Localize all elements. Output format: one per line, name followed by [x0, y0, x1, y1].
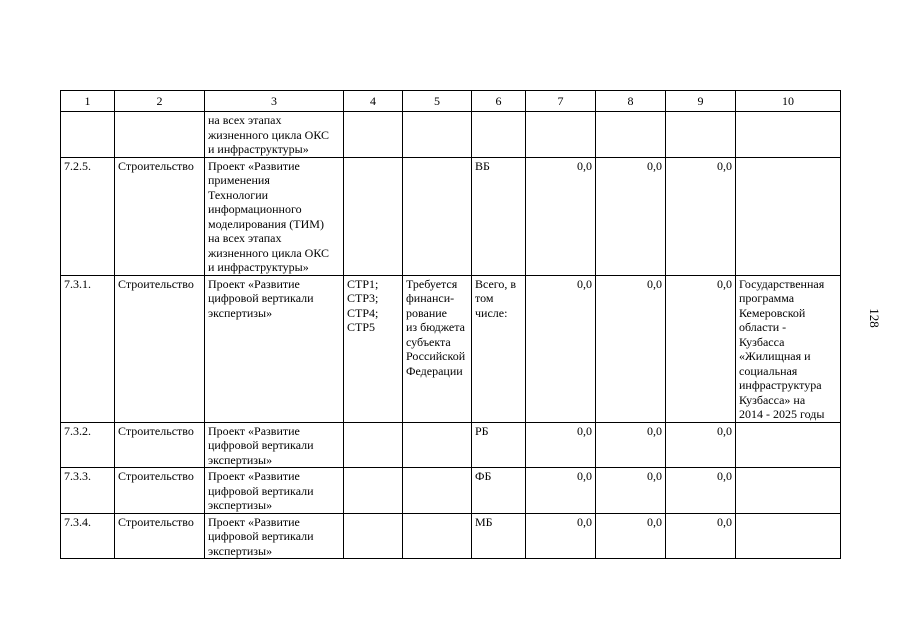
value-col-7-cell: 0,0 [526, 422, 596, 468]
indicator-code-cell [344, 422, 403, 468]
project-name-cell: Проект «Развитие цифровой вертикали экспертизы» [205, 468, 344, 514]
indicator-code-cell [344, 468, 403, 514]
value-col-9-cell: 0,0 [666, 513, 736, 559]
budget-source-cell: МБ [472, 513, 526, 559]
row-number-cell: 7.3.1. [61, 275, 115, 422]
value-col-8-cell: 0,0 [596, 468, 666, 514]
program-name-cell [736, 422, 841, 468]
row-number-cell [61, 112, 115, 158]
project-name-cell: Проект «Развитие применения Технологии информационного моделирования (ТИМ) на всех этапах жизненного цикла ОКС и инфраструктуры» [205, 157, 344, 275]
col-header-3: 3 [205, 91, 344, 112]
project-name-cell: Проект «Развитие цифровой вертикали экспертизы» [205, 275, 344, 422]
value-col-9-cell: 0,0 [666, 468, 736, 514]
table-row [61, 468, 841, 514]
indicator-code-cell [344, 157, 403, 275]
value-col-8-cell [596, 112, 666, 158]
financing-note-cell [403, 513, 472, 559]
program-name-cell [736, 513, 841, 559]
row-number-cell: 7.2.5. [61, 157, 115, 275]
row-number-cell: 7.3.2. [61, 422, 115, 468]
sphere-cell: Строительство [115, 422, 205, 468]
indicator-code-cell [344, 513, 403, 559]
value-col-7-cell [526, 112, 596, 158]
budget-source-cell: ВБ [472, 157, 526, 275]
page-number: 128 [867, 308, 882, 328]
table-body [61, 91, 841, 559]
col-header-9: 9 [666, 91, 736, 112]
col-header-1: 1 [61, 91, 115, 112]
project-name-cell: на всех этапах жизненного цикла ОКС и инфраструктуры» [205, 112, 344, 158]
value-col-7-cell: 0,0 [526, 468, 596, 514]
table-row [61, 157, 841, 275]
program-name-cell [736, 157, 841, 275]
sphere-cell: Строительство [115, 275, 205, 422]
value-col-7-cell: 0,0 [526, 275, 596, 422]
column-number-row [61, 91, 841, 112]
sphere-cell: Строительство [115, 513, 205, 559]
budget-source-cell: Всего, в том числе: [472, 275, 526, 422]
value-col-9-cell: 0,0 [666, 275, 736, 422]
indicator-code-cell [344, 112, 403, 158]
col-header-5: 5 [403, 91, 472, 112]
financing-note-cell [403, 468, 472, 514]
col-header-6: 6 [472, 91, 526, 112]
program-name-cell: Государственная программа Кемеровской области - Кузбасса «Жилищная и социальная инфраструктура Кузбасса» на 2014 - 2025 годы [736, 275, 841, 422]
sphere-cell [115, 112, 205, 158]
financing-note-cell [403, 112, 472, 158]
table-row [61, 513, 841, 559]
value-col-8-cell: 0,0 [596, 157, 666, 275]
table-row [61, 112, 841, 158]
program-name-cell [736, 468, 841, 514]
budget-source-cell: РБ [472, 422, 526, 468]
project-name-cell: Проект «Развитие цифровой вертикали экспертизы» [205, 513, 344, 559]
budget-source-cell [472, 112, 526, 158]
table-row [61, 275, 841, 422]
sphere-cell: Строительство [115, 157, 205, 275]
sphere-cell: Строительство [115, 468, 205, 514]
col-header-8: 8 [596, 91, 666, 112]
indicator-code-cell: СТР1; СТР3; СТР4; СТР5 [344, 275, 403, 422]
value-col-9-cell: 0,0 [666, 157, 736, 275]
budget-source-cell: ФБ [472, 468, 526, 514]
value-col-7-cell: 0,0 [526, 513, 596, 559]
program-name-cell [736, 112, 841, 158]
project-name-cell: Проект «Развитие цифровой вертикали экспертизы» [205, 422, 344, 468]
value-col-8-cell: 0,0 [596, 513, 666, 559]
table-row [61, 422, 841, 468]
value-col-8-cell: 0,0 [596, 275, 666, 422]
col-header-4: 4 [344, 91, 403, 112]
value-col-7-cell: 0,0 [526, 157, 596, 275]
value-col-9-cell: 0,0 [666, 422, 736, 468]
budget-table [60, 90, 841, 559]
financing-note-cell [403, 422, 472, 468]
value-col-9-cell [666, 112, 736, 158]
financing-note-cell [403, 157, 472, 275]
financing-note-cell: Требуется финанси- рование из бюджета субъекта Российской Федерации [403, 275, 472, 422]
col-header-10: 10 [736, 91, 841, 112]
row-number-cell: 7.3.4. [61, 513, 115, 559]
value-col-8-cell: 0,0 [596, 422, 666, 468]
col-header-2: 2 [115, 91, 205, 112]
row-number-cell: 7.3.3. [61, 468, 115, 514]
col-header-7: 7 [526, 91, 596, 112]
